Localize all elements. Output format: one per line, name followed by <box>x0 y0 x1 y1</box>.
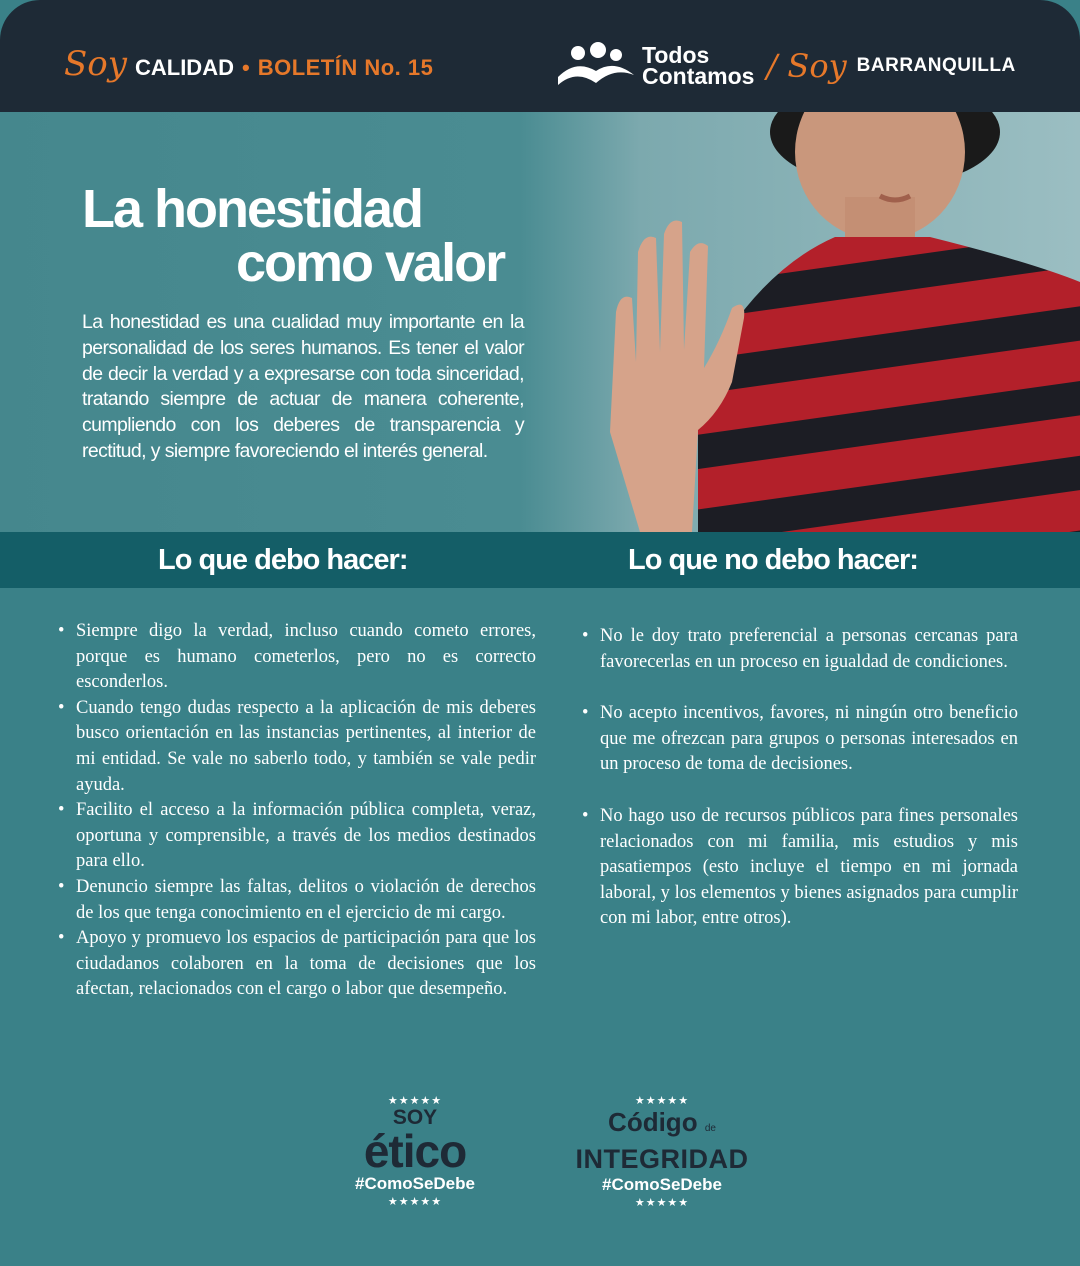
list-item: • Siempre digo la verdad, incluso cuando cometo errores, porque es humano cometerlos, pero no es correcto esconderlos. <box>58 619 536 696</box>
header-bar <box>0 0 1080 112</box>
raised-hand-person-icon <box>580 112 1080 532</box>
todos-contamos-text: Todos Contamos <box>642 42 755 89</box>
list-item: • Facilito el acceso a la información pública completa, veraz, oportuna y comprensible, a través de los medios destinados para ello. <box>58 798 536 875</box>
city-name: BARRANQUILLA <box>856 55 1016 76</box>
hero-title: La honestidad como valor <box>82 179 505 293</box>
codigo-integridad-logo: ★★★★★ Código de INTEGRIDAD #ComoSeDebe ★★★★★ <box>562 1094 762 1209</box>
list-item: • No acepto incentivos, favores, ni ningún otro beneficio que me ofrezcan para grupos o personas interesados en un proceso de toma de decisiones. <box>582 701 1018 778</box>
bulletin-number: BOLETÍN No. 15 <box>257 55 434 80</box>
stars-icon: ★★★★★ <box>387 1095 443 1107</box>
columns-header-band <box>0 532 1080 588</box>
separator-dot: • <box>241 55 250 80</box>
city-brand <box>556 38 1016 94</box>
hero-section <box>0 112 1080 532</box>
stars-icon: ★★★★★ <box>387 1196 443 1208</box>
list-item: • Denuncio siempre las faltas, delitos o violación de derechos de los que tenga conocimiento en el ejercicio de mi cargo. <box>58 875 536 926</box>
stars-icon: ★★★★★ <box>634 1197 690 1209</box>
list-item: • No le doy trato preferencial a personas cercanas para favorecerlas en un proceso en igualdad de condiciones. <box>582 624 1018 675</box>
stars-icon: ★★★★★ <box>634 1095 690 1107</box>
hero-description: La honestidad es una cualidad muy importante en la personalidad de los seres humanos. Es tener el valor de decir la verdad y a expresarse con toda sinceridad, tratando siempre de actuar de manera coherente, cumpliendo con los deberes de transparencia y rectitud, y siempre favoreciendo el interés general. <box>82 311 524 462</box>
do-heading: Lo que debo hacer: <box>158 544 408 576</box>
soy-etico-logo: ★★★★★ SOY ético #ComoSeDebe ★★★★★ <box>340 1094 490 1208</box>
soy-label: Soy <box>64 44 127 84</box>
dont-list <box>582 624 1018 958</box>
list-item: • Cuando tengo dudas respecto a la aplicación de mis deberes busco orientación en las instancias pertinentes, al interior de mi entidad. Se vale no saberlo todo, y también se vale pedir ayuda. <box>58 696 536 798</box>
calidad-label: CALIDAD <box>134 55 234 80</box>
do-list <box>58 619 536 1003</box>
list-item: • Apoyo y promuevo los espacios de participación para que los ciudadanos colaboren en la toma de decisiones que los afectan, relacionados con el cargo o labor que desempeño. <box>58 926 536 1003</box>
todos-contamos-logo-icon <box>556 41 636 91</box>
bulletin-brand <box>64 44 433 84</box>
soy-slash-label: / Soy <box>766 47 847 85</box>
list-item: • No hago uso de recursos públicos para fines personales relacionados con mi familia, mis estudios y mis pasatiempos (esto incluye el tiempo en mi jornada laboral, y los elementos y bienes asignados para cumplir con mi labor, entre otros). <box>582 804 1018 932</box>
dont-heading: Lo que no debo hacer: <box>628 544 918 576</box>
